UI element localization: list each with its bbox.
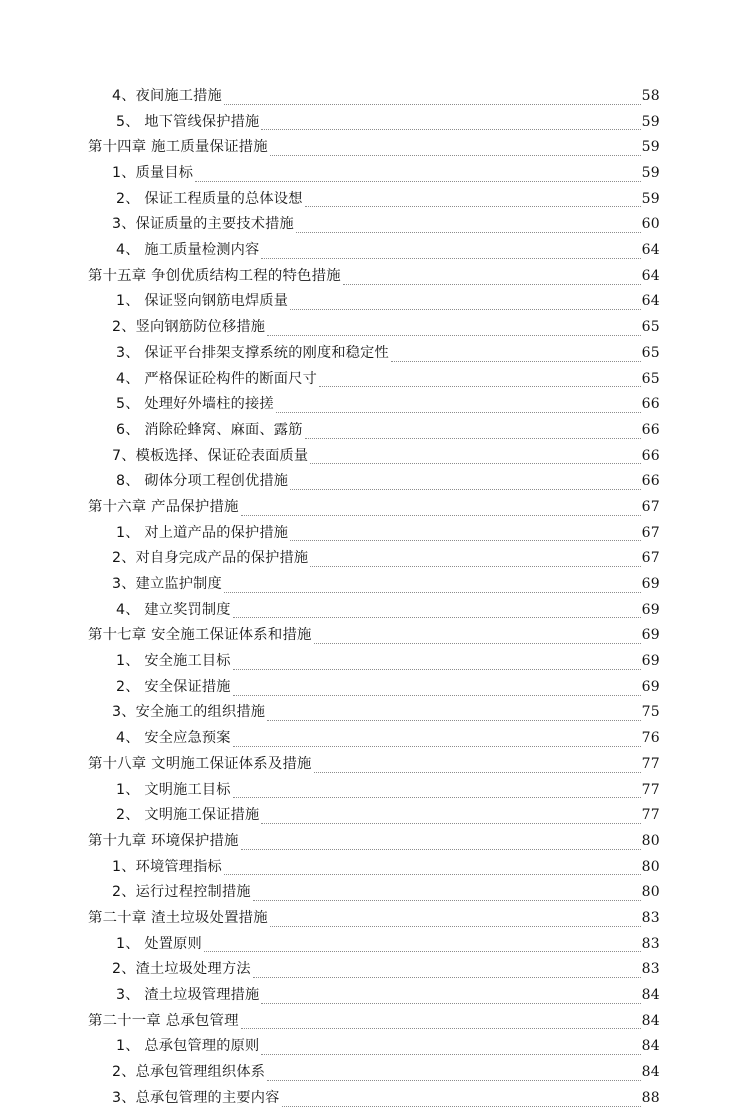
toc-page-number: 84 [641,987,660,1004]
toc-page-number: 65 [641,319,660,336]
toc-item-entry[interactable] [88,598,660,624]
toc-page-number: 77 [641,755,660,772]
toc-dot-leader [312,752,642,778]
toc-page-number: 67 [641,498,660,515]
toc-item-entry[interactable] [88,880,660,906]
toc-entry-label: 第二十章 渣土垃圾处置措施 [88,909,268,926]
toc-entry-label: 2、总承包管理组织体系 [112,1064,266,1081]
toc-chapter-entry[interactable] [88,623,660,649]
toc-entry-label: 3、总承包管理的主要内容 [112,1089,280,1106]
toc-entry-label: 2、 安全保证措施 [116,678,231,695]
toc-dot-leader [239,1009,642,1035]
toc-page-number: 64 [641,267,660,284]
toc-dot-leader [312,623,642,649]
toc-item-entry[interactable] [88,238,660,264]
toc-dot-leader [222,84,642,110]
toc-entry-label: 3、 保证平台排架支撑系统的刚度和稳定性 [116,344,389,361]
toc-entry-label: 1、 对上道产品的保护措施 [116,524,289,541]
toc-page-number: 80 [641,832,660,849]
toc-page-number: 69 [641,678,660,695]
toc-page-number: 84 [641,1064,660,1081]
toc-page-number: 66 [641,396,660,413]
toc-entry-label: 2、 保证工程质量的总体设想 [116,190,303,207]
toc-chapter-entry[interactable] [88,906,660,932]
toc-entry-label: 4、 建立奖罚制度 [116,601,231,618]
toc-page-number: 69 [641,576,660,593]
toc-page-number: 66 [641,473,660,490]
toc-entry-label: 1、 保证竖向钢筋电焊质量 [116,293,289,310]
toc-page-number: 65 [641,370,660,387]
toc-item-entry[interactable] [88,803,660,829]
toc-chapter-entry[interactable] [88,829,660,855]
toc-dot-leader [280,1086,642,1112]
toc-item-entry[interactable] [88,84,660,110]
toc-entry-label: 5、 处理好外墙柱的接搓 [116,396,274,413]
toc-page-number: 67 [641,550,660,567]
toc-page-number: 59 [641,139,660,156]
toc-item-entry[interactable] [88,341,660,367]
toc-item-entry[interactable] [88,315,660,341]
toc-item-entry[interactable] [88,726,660,752]
toc-page-number: 69 [641,627,660,644]
toc-page-number: 80 [641,884,660,901]
toc-item-entry[interactable] [88,932,660,958]
toc-dot-leader [259,238,641,264]
toc-item-entry[interactable] [88,701,660,727]
toc-page-number: 80 [641,858,660,875]
toc-dot-leader [341,264,642,290]
toc-dot-leader [259,110,641,136]
toc-item-entry[interactable] [88,212,660,238]
toc-dot-leader [268,135,642,161]
toc-dot-leader [202,932,642,958]
toc-dot-leader [303,187,642,213]
toc-page-number: 66 [641,421,660,438]
toc-page-number: 69 [641,601,660,618]
toc-chapter-entry[interactable] [88,495,660,521]
toc-item-entry[interactable] [88,1060,660,1086]
toc-page-number: 67 [641,524,660,541]
toc-page-number: 60 [641,216,660,233]
toc-dot-leader [274,392,642,418]
toc-item-entry[interactable] [88,392,660,418]
toc-page-number: 58 [641,87,660,104]
toc-dot-leader [251,957,642,983]
toc-page-number: 77 [641,781,660,798]
toc-page-number: 64 [641,242,660,259]
toc-dot-leader [317,367,642,393]
toc-entry-label: 3、 渣土垃圾管理措施 [116,987,260,1004]
toc-entry-label: 1、 安全施工目标 [116,653,231,670]
toc-entry-label: 2、运行过程控制措施 [112,884,251,901]
toc-page-number: 77 [641,807,660,824]
toc-dot-leader [231,726,642,752]
toc-item-entry[interactable] [88,367,660,393]
toc-item-entry[interactable] [88,444,660,470]
toc-dot-leader [265,701,641,727]
toc-page-number: 59 [641,165,660,182]
toc-dot-leader [389,341,642,367]
toc-item-entry[interactable] [88,983,660,1009]
toc-page-number: 69 [641,653,660,670]
toc-dot-leader [231,778,642,804]
toc-item-entry[interactable] [88,675,660,701]
toc-dot-leader [239,829,642,855]
toc-dot-leader [231,598,642,624]
toc-chapter-entry[interactable] [88,135,660,161]
toc-page-number: 88 [641,1089,660,1106]
toc-dot-leader [308,546,641,572]
toc-entry-label: 2、对自身完成产品的保护措施 [112,550,309,567]
toc-dot-leader [288,521,641,547]
toc-entry-label: 第十四章 施工质量保证措施 [88,139,268,156]
toc-entry-label: 7、模板选择、保证砼表面质量 [112,447,309,464]
toc-item-entry[interactable] [88,187,660,213]
toc-entry-label: 第十七章 安全施工保证体系和措施 [88,627,312,644]
toc-chapter-entry[interactable] [88,264,660,290]
toc-dot-leader [265,315,641,341]
toc-item-entry[interactable] [88,778,660,804]
toc-entry-label: 1、 总承包管理的原则 [116,1038,260,1055]
toc-item-entry[interactable] [88,469,660,495]
toc-dot-leader [288,290,641,316]
toc-dot-leader [251,880,642,906]
toc-entry-label: 6、 消除砼蜂窝、麻面、露筋 [116,421,303,438]
toc-page-number: 76 [641,730,660,747]
toc-page-number: 59 [641,190,660,207]
toc-entry-label: 4、 严格保证砼构件的断面尺寸 [116,370,317,387]
toc-page-number: 83 [641,935,660,952]
toc-entry-label: 3、安全施工的组织措施 [112,704,266,721]
toc-dot-leader [259,1034,641,1060]
toc-dot-leader [259,983,641,1009]
toc-entry-label: 4、夜间施工措施 [112,87,222,104]
toc-page-number: 75 [641,704,660,721]
toc-dot-leader [303,418,642,444]
toc-entry-label: 3、建立监护制度 [112,576,222,593]
toc-entry-label: 1、 文明施工目标 [116,781,231,798]
toc-item-entry[interactable] [88,957,660,983]
toc-item-entry[interactable] [88,161,660,187]
toc-dot-leader [288,469,641,495]
toc-item-entry[interactable] [88,1034,660,1060]
toc-item-entry[interactable] [88,418,660,444]
toc-dot-leader [265,1060,641,1086]
toc-entry-label: 4、 施工质量检测内容 [116,242,260,259]
toc-entry-label: 8、 砌体分项工程创优措施 [116,473,289,490]
toc-chapter-entry[interactable] [88,752,660,778]
toc-dot-leader [193,161,641,187]
toc-item-entry[interactable] [88,521,660,547]
toc-entry-label: 第十九章 环境保护措施 [88,832,239,849]
toc-item-entry[interactable] [88,290,660,316]
toc-entry-label: 1、 处置原则 [116,935,202,952]
toc-item-entry[interactable] [88,110,660,136]
toc-page-number: 65 [641,344,660,361]
toc-page-number: 84 [641,1038,660,1055]
toc-entry-label: 2、竖向钢筋防位移措施 [112,319,266,336]
toc-item-entry[interactable] [88,649,660,675]
toc-item-entry[interactable] [88,572,660,598]
toc-dot-leader [308,444,641,470]
toc-chapter-entry[interactable] [88,1009,660,1035]
toc-dot-leader [294,212,642,238]
toc-page-number: 83 [641,961,660,978]
toc-dot-leader [231,675,642,701]
toc-entry-label: 2、 文明施工保证措施 [116,807,260,824]
toc-entry-label: 第十八章 文明施工保证体系及措施 [88,755,312,772]
toc-entry-label: 第二十一章 总承包管理 [88,1012,239,1029]
toc-item-entry[interactable] [88,855,660,881]
toc-entry-label: 5、 地下管线保护措施 [116,113,260,130]
toc-entry-label: 1、环境管理指标 [112,858,222,875]
toc-page-number: 59 [641,113,660,130]
toc-entry-label: 1、质量目标 [112,165,194,182]
table-of-contents [88,84,660,1112]
toc-entry-label: 第十六章 产品保护措施 [88,498,239,515]
toc-page-number: 66 [641,447,660,464]
toc-entry-label: 第十五章 争创优质结构工程的特色措施 [88,267,341,284]
toc-entry-label: 3、保证质量的主要技术措施 [112,216,294,233]
toc-page-number: 64 [641,293,660,310]
toc-dot-leader [222,855,642,881]
toc-page-number: 84 [641,1012,660,1029]
toc-dot-leader [268,906,642,932]
toc-dot-leader [222,572,642,598]
toc-item-entry[interactable] [88,546,660,572]
toc-dot-leader [259,803,641,829]
toc-entry-label: 4、 安全应急预案 [116,730,231,747]
toc-dot-leader [231,649,642,675]
toc-dot-leader [239,495,642,521]
toc-entry-label: 2、渣土垃圾处理方法 [112,961,251,978]
toc-page-number: 83 [641,909,660,926]
toc-item-entry[interactable] [88,1086,660,1112]
